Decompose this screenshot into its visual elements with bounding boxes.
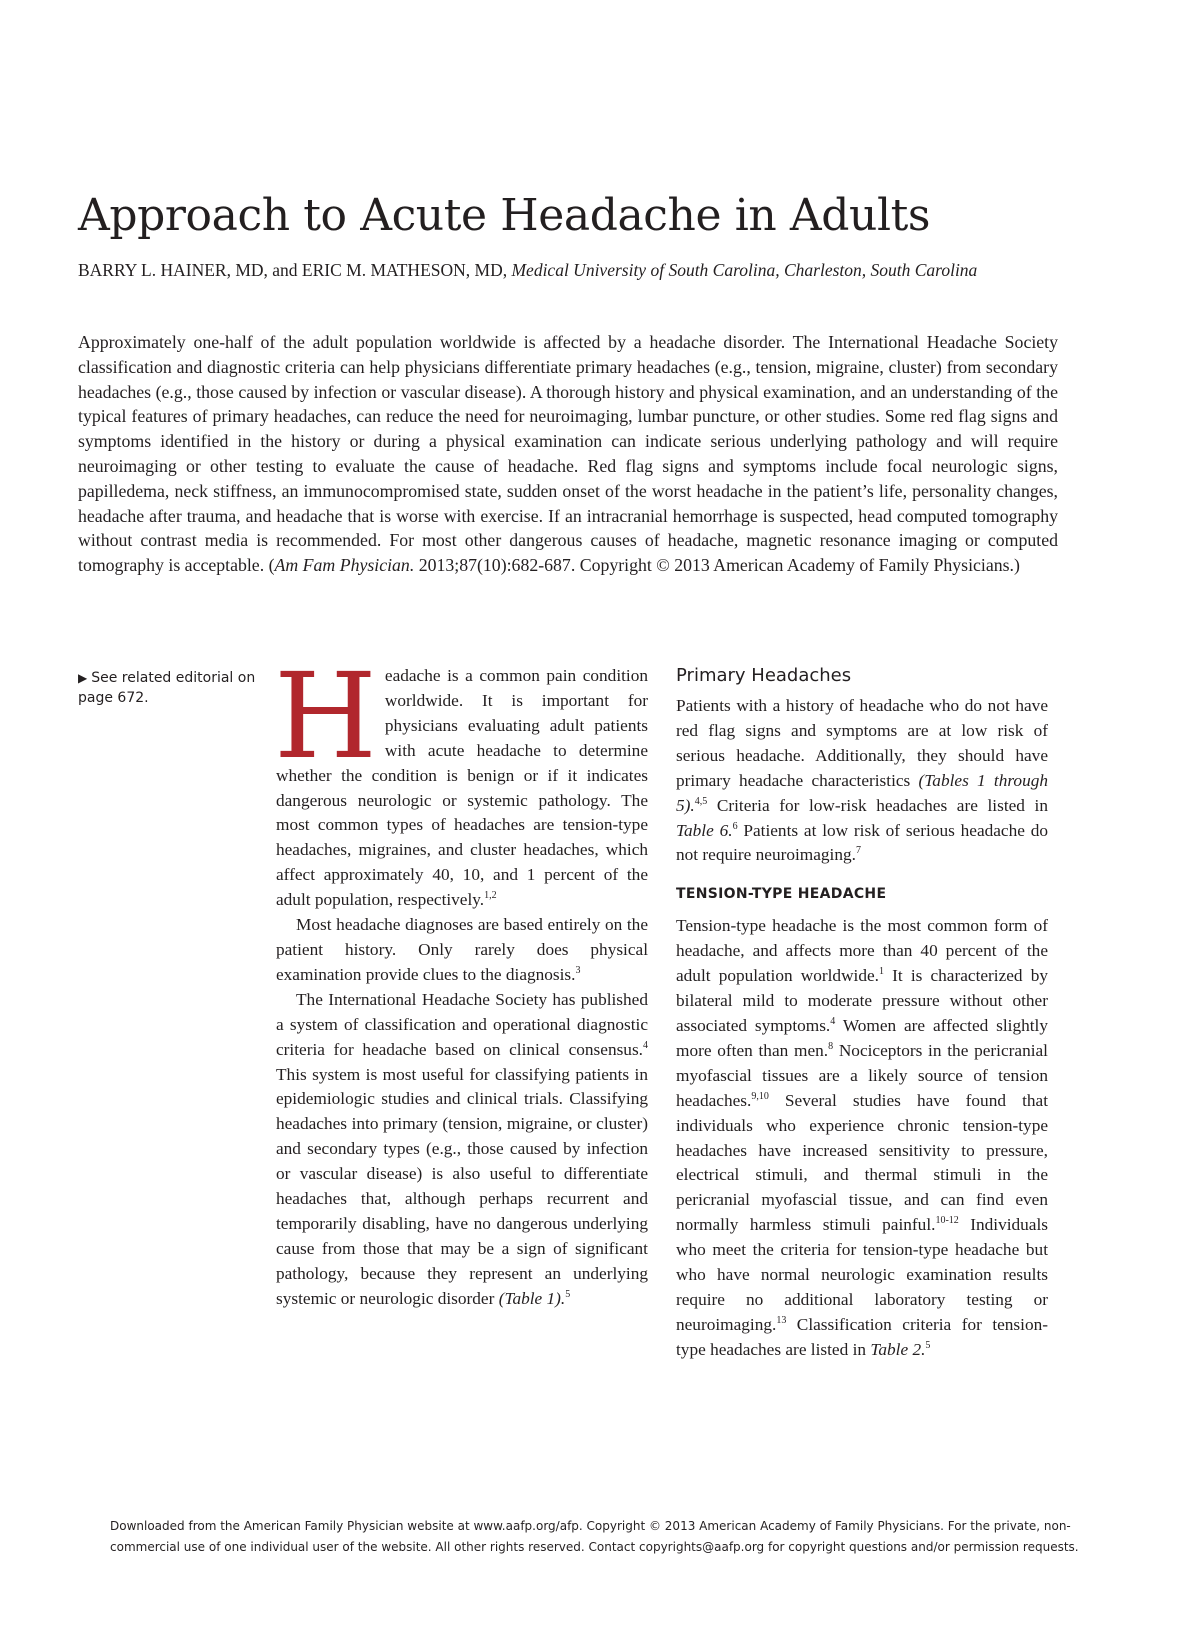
citation-ref: 8 — [828, 1041, 834, 1053]
citation-ref: 9,10 — [751, 1090, 769, 1102]
citation-ref: 10-12 — [935, 1215, 959, 1227]
citation-ref: 5 — [565, 1288, 571, 1300]
table-reference[interactable]: Table 2. — [870, 1339, 926, 1359]
related-editorial-note[interactable] — [78, 668, 258, 708]
citation-ref: 6 — [732, 820, 738, 832]
abstract-journal: Am Fam Physician. — [274, 555, 415, 576]
byline — [78, 258, 978, 283]
article-title: Approach to Acute Headache in Adults — [78, 190, 931, 241]
intro-paragraph: Headache is a common pain condition worldwide. It is important for physicians evaluating adult patients with acute headache to determine whether the condition is benign or if it indicates dangerous neurologic or systemic pathology. The most common types of headaches are tension-type headaches, migraines, and cluster headaches, which affect approximately 40, 10, and 1 percent of the adult population, respectively.$^{1,2}$ — [274, 647, 648, 910]
table-reference[interactable]: Table 6. — [676, 820, 733, 840]
citation-ref: 1 — [878, 966, 884, 978]
abstract — [78, 330, 1058, 578]
citation-ref: 4 — [643, 1039, 648, 1051]
footer-line: commercial use of one individual user of the website. All other rights reserved. Contact copyrights@aafp.org for copyright questions and/or permission requests. — [110, 1540, 1079, 1554]
body-column-middle — [274, 647, 648, 1312]
citation-ref: 7 — [855, 845, 861, 857]
subsection-heading: TENSION-TYPE HEADACHE — [676, 886, 887, 903]
triangle-right-icon: ▶ — [78, 671, 88, 685]
footer-line: Downloaded from the American Family Physician website at www.aafp.org/afp. Copyright © 2013 American Academy of Family Physicians. For the private, non- — [110, 1519, 1071, 1533]
section-heading: Primary Headaches — [676, 665, 852, 686]
citation-ref: 1,2 — [484, 890, 497, 902]
affiliation: Medical University of South Carolina, Charleston, South Carolina — [511, 260, 978, 280]
citation-ref: 3 — [575, 965, 581, 977]
body-paragraph: The International Headache Society has published a system of classification and operational diagnostic criteria for headache based on clinical consensus.$^4$ This system is most useful for classifying patients in epidemiologic studies and clinical trials. Classifying headaches into primary (tension, migraine, or cluster) and secondary types (e.g., those caused by infection or vascular disease) is also useful to differentiate headaches that, although perhaps recurrent and temporarily disabling, have no dangerous underlying cause from those that may be a sign of significant pathology, because they represent an underlying systemic or neurologic disorder (Table 1).$^5$ — [276, 989, 648, 1308]
related-editorial-text[interactable]: See related editorial on page 672. — [78, 670, 256, 706]
drop-cap: H — [274, 647, 377, 785]
citation-ref: 4,5 — [694, 795, 708, 807]
body-column-right — [676, 664, 1048, 1363]
body-paragraph: Patients with a history of headache who do not have red flag signs and symptoms are at low risk of serious headache. Additionally, they should have primary headache characteristics (Tables 1 through 5).$^{4,5}$ Criteria for low-risk headaches are listed in Table 6.$^6$ Patients at low risk of serious headache do not require neuroimaging.$^7$ — [676, 696, 1048, 865]
copyright-footer — [110, 1516, 1090, 1558]
citation-ref: 5 — [925, 1339, 931, 1351]
table-reference[interactable]: (Tables 1 through 5). — [676, 770, 1048, 815]
citation-ref: 4 — [830, 1016, 836, 1028]
citation-ref: 13 — [776, 1315, 787, 1327]
body-paragraph: Most headache diagnoses are based entirely on the patient history. Only rarely does physical examination provide clues to the diagnosis.$^3$ — [276, 915, 648, 984]
authors: BARRY L. HAINER, MD, and ERIC M. MATHESON, MD, — [78, 260, 508, 280]
body-paragraph: Tension-type headache is the most common form of headache, and affects more than 40 percent of the adult population worldwide.$^1$ It is characterized by bilateral mild to moderate pressure without other associated symptoms.$^4$ Women are affected slightly more often than men.$^8$ Nociceptors in the pericranial myofascial tissues are a likely source of tension headaches.$^{9,10}$ Several studies have found that individuals who experience chronic tension-type headaches have increased sensitivity to pressure, electrical stimuli, and thermal stimuli in the pericranial myofascial tissue, and can find even normally harmless stimuli painful.$^{10-12}$ Individuals who meet the criteria for tension-type headache but who have normal neurologic examination results require no additional laboratory testing or neuroimaging.$^{13}$ Classification criteria for tension-type headaches are listed in Table 2.$^5$ — [676, 916, 1048, 1359]
abstract-citation: 2013;87(10):682-687. Copyright © 2013 American Academy of Family Physicians.) — [414, 555, 1020, 576]
table-reference[interactable]: (Table 1). — [498, 1288, 566, 1308]
abstract-body: Approximately one-half of the adult population worldwide is affected by a headache disorder. The International Headache Society classification and diagnostic criteria can help physicians differentiate primary headaches (e.g., tension, migraine, cluster) from secondary headaches (e.g., those caused by infection or vascular disease). A thorough history and physical examination, and an understanding of the typical features of primary headaches, can reduce the need for neuroimaging, lumbar puncture, or other studies. Some red flag signs and symptoms identified in the history or during a physical examination can indicate serious underlying pathology and will require neuroimaging or other testing to evaluate the cause of headache. Red flag signs and symptoms include focal neurologic signs, papilledema, neck stiffness, an immunocompromised state, sudden onset of the worst headache in the patient’s life, personality changes, headache after trauma, and headache that is worse with exercise. If an intracranial hemorrhage is suspected, head computed tomography without contrast media is recommended. For most other dangerous causes of headache, magnetic resonance imaging or computed tomography is acceptable. ( — [78, 332, 1058, 576]
